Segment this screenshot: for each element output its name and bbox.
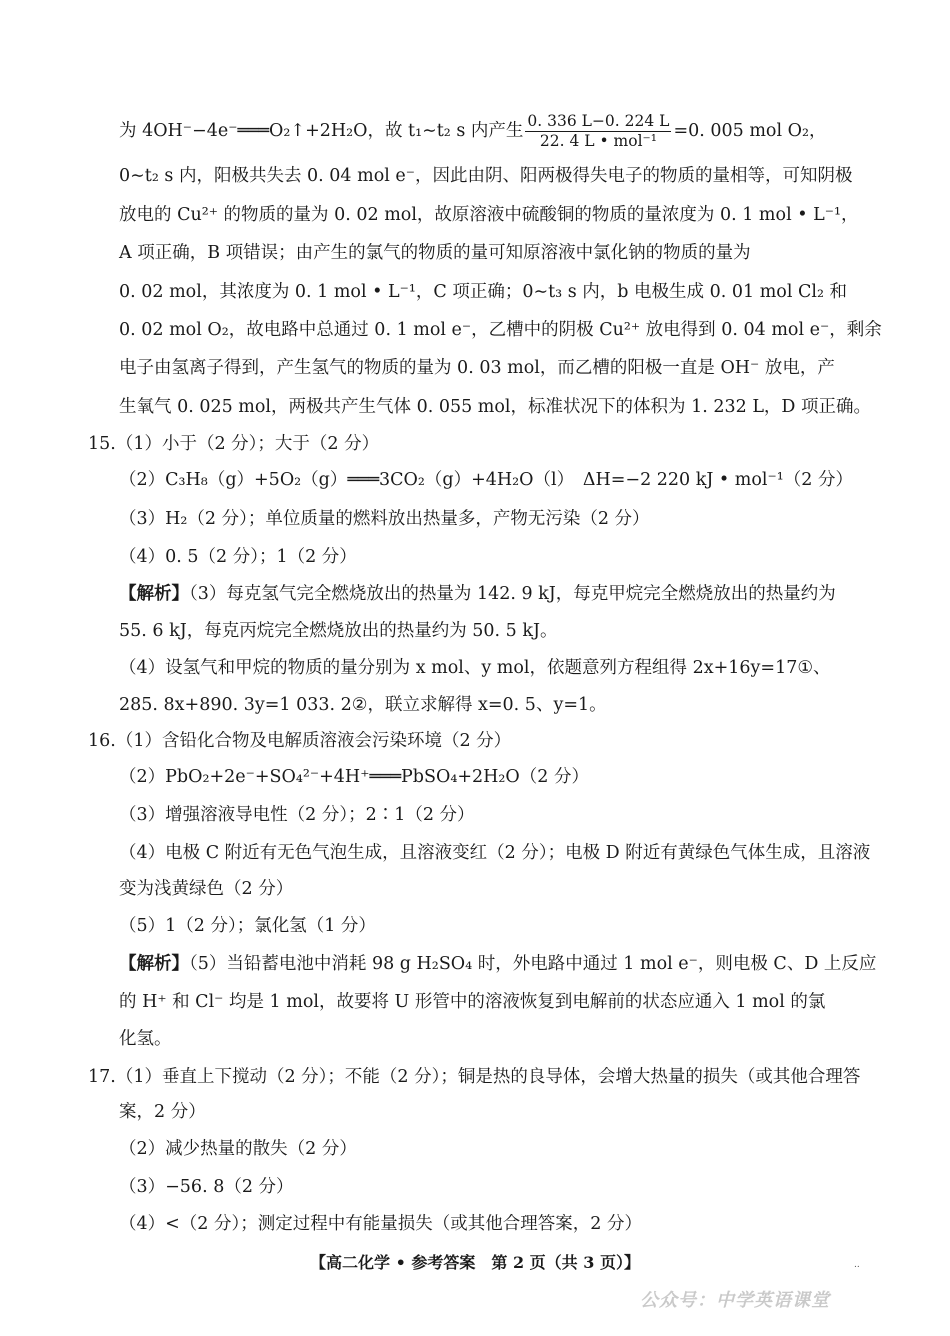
- text-line-7: 电子由氢离子得到，产生氢气的物质的量为 0. 03 mol，而乙槽的阳极一直是 OH⁻ 放电，产: [119, 358, 835, 378]
- q16-analysis-3: 化氢。: [119, 1029, 172, 1049]
- q16-answer-2: （2）PbO₂+2e⁻+SO₄²⁻+4H⁺═══PbSO₄+2H₂O（2 分）: [119, 767, 589, 787]
- q17-answer-1: 17.（1）垂直上下搅动（2 分）；不能（2 分）；铜是热的良导体，会增大热量的损失（或其他合理答: [88, 1067, 861, 1087]
- text-line-5: 0. 02 mol，其浓度为 0. 1 mol • L⁻¹，C 项正确；0∼t₃ s 内，b 电极生成 0. 01 mol Cl₂ 和: [119, 282, 848, 302]
- q16-analysis-2: 的 H⁺ 和 Cl⁻ 均是 1 mol，故要将 U 形管中的溶液恢复到电解前的状态应通入 1 mol 的氯: [119, 992, 826, 1012]
- q16-answer-4: （4）电极 C 附近有无色气泡生成，且溶液变红（2 分）；电极 D 附近有黄绿色气体生成，且溶液: [119, 843, 871, 863]
- text-line-1a: 为 4OH⁻−4e⁻═══O₂↑+2H₂O，故 t₁∼t₂ s 内产生: [119, 121, 524, 141]
- q17-answer-1-cont: 案，2 分）: [119, 1102, 206, 1122]
- watermark: 公众号：中学英语课堂: [640, 1290, 830, 1311]
- q15-answer-1: 15.（1）小于（2 分）；大于（2 分）: [88, 434, 380, 454]
- q16-analysis-1: [119, 952, 876, 976]
- analysis-text: （5）当铅蓄电池中消耗 98 g H₂SO₄ 时，外电路中通过 1 mol e⁻，则电极 C、D 上反应: [189, 954, 877, 974]
- q17-answer-3: （3）−56. 8（2 分）: [119, 1177, 294, 1197]
- analysis-text: （3）每克氢气完全燃烧放出的热量为 142. 9 kJ，每克甲烷完全燃烧放出的热量约为: [189, 584, 836, 604]
- text-line-4: A 项正确，B 项错误；由产生的氯气的物质的量可知原溶液中氯化钠的物质的量为: [119, 243, 751, 263]
- q16-answer-1: 16.（1）含铅化合物及电解质溶液会污染环境（2 分）: [88, 731, 512, 751]
- q15-analysis-1: [119, 582, 836, 606]
- text-line-2: 0∼t₂ s 内，阳极共失去 0. 04 mol e⁻，因此由阴、阳两极得失电子的物质的量相等，可知阴极: [119, 166, 853, 186]
- fraction: [525, 112, 671, 151]
- q17-answer-2: （2）减少热量的散失（2 分）: [119, 1139, 357, 1159]
- q15-analysis-2: 55. 6 kJ，每克丙烷完全燃烧放出的热量约为 50. 5 kJ。: [119, 621, 558, 641]
- text-line-1b: =0. 005 mol O₂，: [673, 121, 827, 141]
- q16-answer-4-cont: 变为浅黄绿色（2 分）: [119, 879, 294, 899]
- analysis-tag: 【解析】: [119, 584, 189, 604]
- text-line-8: 生氧气 0. 025 mol，两极共产生气体 0. 055 mol，标准状况下的体积为 1. 232 L，D 项正确。: [119, 397, 872, 417]
- text-line-6: 0. 02 mol O₂，故电路中总通过 0. 1 mol e⁻，乙槽中的阴极 Cu²⁺ 放电得到 0. 04 mol e⁻，剩余: [119, 320, 882, 340]
- fraction-numerator: 0. 336 L−0. 224 L: [527, 112, 670, 130]
- q15-answer-4: （4）0. 5（2 分）；1（2 分）: [119, 547, 357, 567]
- q15-answer-3: （3）H₂（2 分）；单位质量的燃料放出热量多，产物无污染（2 分）: [119, 509, 650, 529]
- text-line-3: 放电的 Cu²⁺ 的物质的量为 0. 02 mol，故原溶液中硫酸铜的物质的量浓度为 0. 1 mol • L⁻¹，: [119, 205, 859, 225]
- page-footer: 【高二化学 • 参考答案 第 2 页（共 3 页）】: [310, 1253, 640, 1272]
- fraction-denominator: 22. 4 L • mol⁻¹: [539, 132, 657, 150]
- corner-mark: ..: [854, 1260, 860, 1270]
- q15-answer-2: （2）C₃H₈（g）+5O₂（g）═══3CO₂（g）+4H₂O（l） ΔH=−2 220 kJ • mol⁻¹（2 分）: [119, 470, 853, 490]
- q15-analysis-3: （4）设氢气和甲烷的物质的量分别为 x mol、y mol，依题意列方程组得 2x+16y=17①、: [119, 658, 831, 678]
- q16-answer-3: （3）增强溶液导电性（2 分）；2∶1（2 分）: [119, 805, 475, 825]
- q16-answer-5: （5）1（2 分）；氯化氢（1 分）: [119, 916, 376, 936]
- analysis-tag: 【解析】: [119, 954, 189, 974]
- q15-analysis-4: 285. 8x+890. 3y=1 033. 2②，联立求解得 x=0. 5、y=1。: [119, 695, 607, 715]
- q17-answer-4: （4）<（2 分）；测定过程中有能量损失（或其他合理答案，2 分）: [119, 1214, 642, 1234]
- text-line-1: [119, 112, 827, 151]
